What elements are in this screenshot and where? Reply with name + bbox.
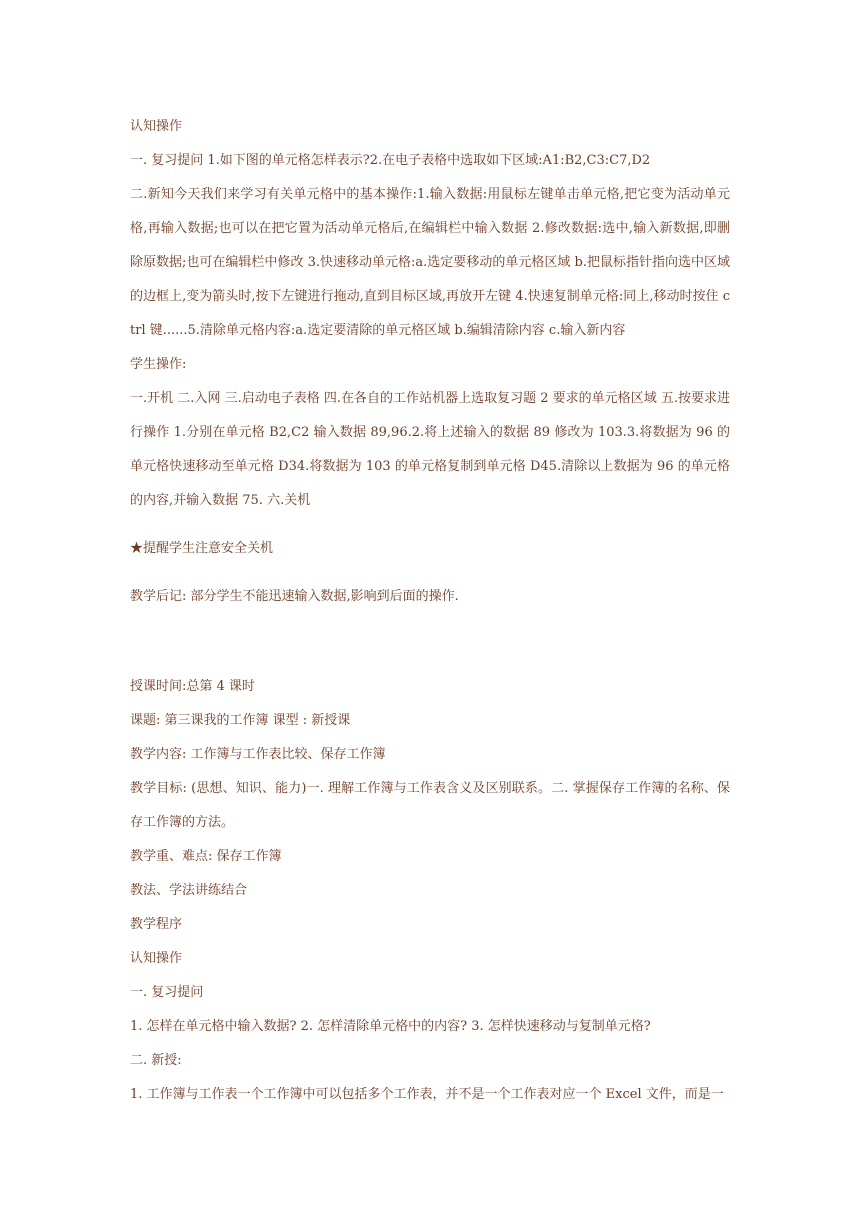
section1-heading: 认知操作 — [130, 119, 183, 134]
lesson-content: 教学内容: 工作簿与工作表比较、保存工作簿 — [130, 747, 386, 762]
lesson-topic: 课题: 第三课我的工作簿 课型 : 新授课 — [130, 713, 351, 728]
new-knowledge-paragraph: 二.新知今天我们来学习有关单元格中的基本操作:1.输入数据:用鼠标左键单击单元格,把它变为活动单元格,再输入数据;也可以在把它置为活动单元格后,在编辑栏中输入数据 2.修改数据:选中,输入新数据,即删除原数据;也可在编辑栏中修改 3.快速移动单元格:a.选定要移动的单元格区域 b.把鼠标指针指向选中区域的边框上,变为箭头时,按下左键进行拖动,直到目标区域,再放开左键 4.快速复制单元格:同上,移动时按住 ctrl 键......5.清除单元格内容:a.选定要清除的单元格区域 b.编辑清除内容 c.输入新内容 — [130, 187, 730, 338]
teaching-afterword: 教学后记: 部分学生不能迅速输入数据,影响到后面的操作. — [130, 589, 459, 604]
review-items: 1. 怎样在单元格中输入数据? 2. 怎样清除单元格中的内容? 3. 怎样快速移动与复制单元格? — [130, 1019, 651, 1034]
lesson-procedure: 教学程序 — [130, 917, 183, 932]
review-heading: 一. 复习提问 — [130, 985, 204, 1000]
cognitive-heading: 认知操作 — [130, 951, 183, 966]
lesson-methods: 教法、学法讲练结合 — [130, 883, 248, 898]
review-question: 一. 复习提问 1.如下图的单元格怎样表示?2.在电子表格中选取如下区域:A1:B2,C3:C7,D2 — [130, 153, 651, 168]
student-ops-paragraph: 一.开机 二.入网 三.启动电子表格 四.在各自的工作站机器上选取复习题 2 要求的单元格区域 五.按要求进行操作 1.分别在单元格 B2,C2 输入数据 89,96.2.将上述输入的数据 89 修改为 103.3.将数据为 96 的单元格快速移动至单元格 D34.将数据为 103 的单元格复制到单元格 D45.清除以上数据为 96 的单元格的内容,并输入数据 75. 六.关机 — [130, 391, 730, 508]
student-ops-heading: 学生操作: — [130, 357, 187, 372]
lesson-keypoints: 教学重、难点: 保存工作簿 — [130, 849, 282, 864]
new-heading: 二. 新授: — [130, 1053, 182, 1068]
lesson-time: 授课时间:总第 4 课时 — [130, 679, 255, 694]
safety-reminder: ★提醒学生注意安全关机 — [130, 541, 274, 556]
lesson-goal: 教学目标: (思想、知识、能力)一. 理解工作簿与工作表含义及区别联系。二. 掌握保存工作簿的名称、保存工作簿的方法。 — [130, 781, 730, 830]
new-item-1: 1. 工作簿与工作表一个工作簿中可以包括多个工作表，并不是一个工作表对应一个 Excel 文件，而是一 — [130, 1087, 724, 1102]
document-page — [130, 110, 730, 1112]
